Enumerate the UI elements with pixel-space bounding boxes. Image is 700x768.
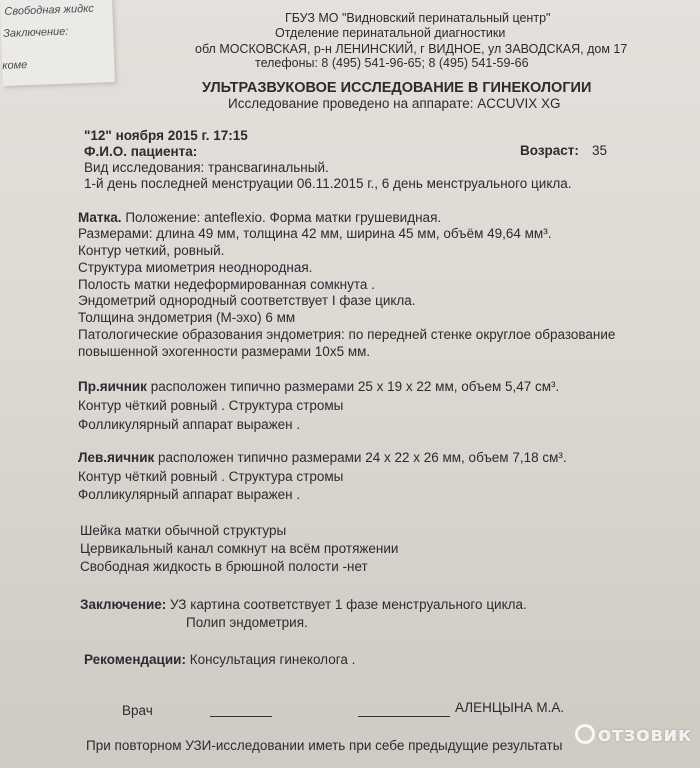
age-label: Возраст: — [520, 143, 579, 158]
uterine-cavity: Полость матки недеформированная сомкнута . — [78, 277, 375, 292]
uterus-label: Матка. — [78, 210, 122, 225]
recommendations-label: Рекомендации: — [84, 652, 186, 667]
cervical-canal: Цервикальный канал сомкнут на всём протяжении — [80, 541, 399, 556]
watermark-text: отзовик — [597, 722, 692, 746]
exam-type: Вид исследования: трансвагинальный. — [84, 160, 329, 175]
uterus-position-line — [78, 210, 441, 226]
fio-label: Ф.И.О. пациента: — [84, 144, 198, 159]
pathology-line-2: повышенной эхогенности размерами 10х5 мм. — [78, 344, 371, 359]
conclusion-label: Заключение: — [80, 597, 167, 612]
uterus-sizes: Размерами: длина 49 мм, толщина 42 мм, ширина 45 мм, объём 49,64 мм³. — [78, 226, 552, 241]
site-watermark — [575, 722, 692, 746]
right-ovary-contour: Контур чёткий ровный . Структура стромы — [78, 398, 344, 413]
left-ovary-follicles: Фолликулярный аппарат выражен . — [78, 487, 301, 502]
header-dept: Отделение перинатальной диагностики — [275, 26, 506, 40]
right-ovary-follicles: Фолликулярный аппарат выражен . — [78, 417, 301, 432]
conclusion-diagnosis: Полип эндометрия. — [186, 615, 308, 630]
scrap-text-1: Свободная жидкс — [4, 2, 94, 18]
myometrium-structure: Структура миометрия неоднородная. — [78, 260, 313, 275]
uterus-contour: Контур четкий, ровный. — [78, 243, 225, 258]
header-org: ГБУЗ МО "Видновский перинатальный центр" — [285, 11, 551, 25]
right-ovary-line — [78, 379, 559, 395]
doctor-label: Врач — [122, 703, 153, 718]
conclusion-line — [80, 597, 527, 613]
device-line: Исследование проведено на аппарате: ACCUVIX XG — [228, 96, 561, 111]
free-fluid: Свободная жидкость в брюшной полости -нет — [80, 559, 368, 574]
right-ovary-size: расположен типично размерами 25 х 19 х 22 мм, объем 5,47 см³. — [146, 379, 560, 394]
signature-line-1 — [210, 716, 272, 717]
page-title: УЛЬТРАЗВУКОВОЕ ИССЛЕДОВАНИЕ В ГИНЕКОЛОГИИ — [202, 80, 592, 96]
underlying-paper-scrap — [0, 0, 115, 86]
uterus-position: Положение: anteflexio. Форма матки грушевидная. — [125, 210, 442, 225]
endometrium-thickness: Толщина эндометрия (М-эхо) 6 мм — [78, 310, 296, 325]
recommendations-line — [84, 652, 355, 668]
footer-note: При повторном УЗИ-исследовании иметь при себе предыдущие результаты — [86, 738, 563, 753]
conclusion-text: УЗ картина соответствует 1 фазе менструального цикла. — [166, 597, 527, 612]
endometrium: Эндометрий однородный соответствует I фазе цикла. — [78, 293, 416, 308]
left-ovary-size: расположен типично размерами 24 х 22 х 26 мм, объем 7,18 см³. — [154, 450, 567, 465]
watermark-logo-icon — [575, 724, 595, 744]
header-address: обл МОСКОВСКАЯ, р-н ЛЕНИНСКИЙ, г ВИДНОЕ, ул ЗАВОДСКАЯ, дом 17 — [195, 42, 628, 56]
doctor-name: АЛЕНЦЫНА М.А. — [455, 700, 565, 715]
cycle-info: 1-й день последней менструации 06.11.2015 г., 6 день менструального цикла. — [84, 176, 572, 191]
left-ovary-label: Лев.яичник — [78, 450, 155, 465]
left-ovary-contour: Контур чёткий ровный . Структура стромы — [78, 469, 344, 484]
scrap-text-2: Заключение: — [2, 25, 69, 40]
cervix-structure: Шейка матки обычной структуры — [80, 523, 287, 538]
age-value: 35 — [592, 143, 608, 158]
right-ovary-label: Пр.яичник — [78, 379, 147, 394]
signature-line-2 — [358, 716, 450, 717]
scrap-text-3: коме — [2, 59, 28, 72]
left-ovary-line — [78, 450, 567, 466]
exam-date: "12" ноября 2015 г. 17:15 — [84, 128, 248, 143]
header-phones: телефоны: 8 (495) 541-96-65; 8 (495) 541-59-66 — [255, 56, 529, 70]
pathology-line-1: Патологические образования эндометрия: по передней стенке округлое образование — [78, 327, 616, 342]
recommendations-text: Консультация гинеколога . — [185, 652, 356, 667]
